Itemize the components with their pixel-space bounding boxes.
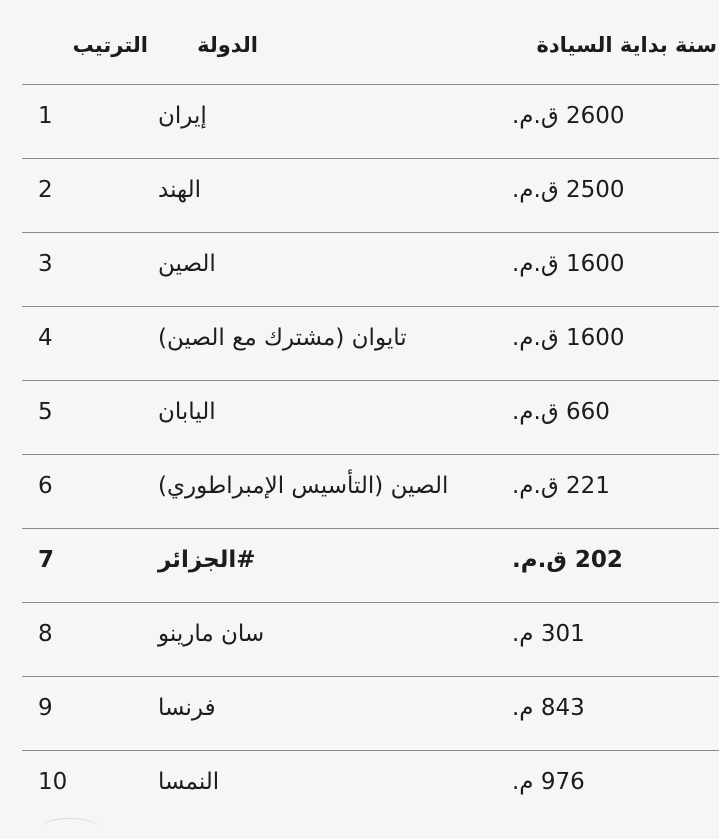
header-country: الدولة	[197, 33, 258, 57]
table-row	[22, 603, 719, 677]
year-cell: 221 ق.م.	[512, 472, 610, 499]
rank-cell: 8	[38, 620, 53, 647]
table-row	[22, 455, 719, 529]
rank-cell: 9	[38, 694, 53, 721]
rank-cell: 1	[38, 102, 53, 129]
table-row	[22, 381, 719, 455]
country-cell: #الجزائر	[158, 546, 256, 573]
header-rank: الترتيب	[72, 33, 148, 57]
rank-cell: 5	[38, 398, 53, 425]
table-row	[22, 529, 719, 603]
year-cell: 202 ق.م.	[512, 546, 623, 573]
table-row	[22, 751, 719, 824]
country-cell: الصين (التأسيس الإمبراطوري)	[158, 472, 449, 499]
country-cell: فرنسا	[158, 694, 216, 721]
country-cell: إيران	[158, 102, 207, 129]
rank-cell: 2	[38, 176, 53, 203]
rank-cell: 10	[38, 768, 68, 795]
rank-cell: 7	[38, 546, 55, 573]
table-row	[22, 159, 719, 233]
rank-cell: 3	[38, 250, 53, 277]
rank-cell: 4	[38, 324, 53, 351]
country-cell: النمسا	[158, 768, 220, 795]
table-header-row	[22, 12, 719, 85]
country-cell: الهند	[158, 176, 202, 203]
table-row	[22, 85, 719, 159]
country-cell: اليابان	[158, 398, 216, 425]
sovereignty-table	[22, 12, 719, 824]
year-cell: 843 م.	[512, 694, 585, 721]
year-cell: 2600 ق.م.	[512, 102, 625, 129]
table-row	[22, 677, 719, 751]
year-cell: 660 ق.م.	[512, 398, 610, 425]
table-row	[22, 307, 719, 381]
country-cell: تايوان (مشترك مع الصين)	[158, 324, 407, 351]
header-year: سنة بداية السيادة	[536, 33, 717, 57]
year-cell: 976 م.	[512, 768, 585, 795]
country-cell: الصين	[158, 250, 216, 277]
year-cell: 2500 ق.م.	[512, 176, 625, 203]
table-row	[22, 233, 719, 307]
year-cell: 1600 ق.م.	[512, 250, 625, 277]
rank-cell: 6	[38, 472, 53, 499]
year-cell: 301 م.	[512, 620, 585, 647]
scroll-hint-arc	[40, 818, 100, 839]
country-cell: سان مارينو	[158, 620, 265, 647]
year-cell: 1600 ق.م.	[512, 324, 625, 351]
